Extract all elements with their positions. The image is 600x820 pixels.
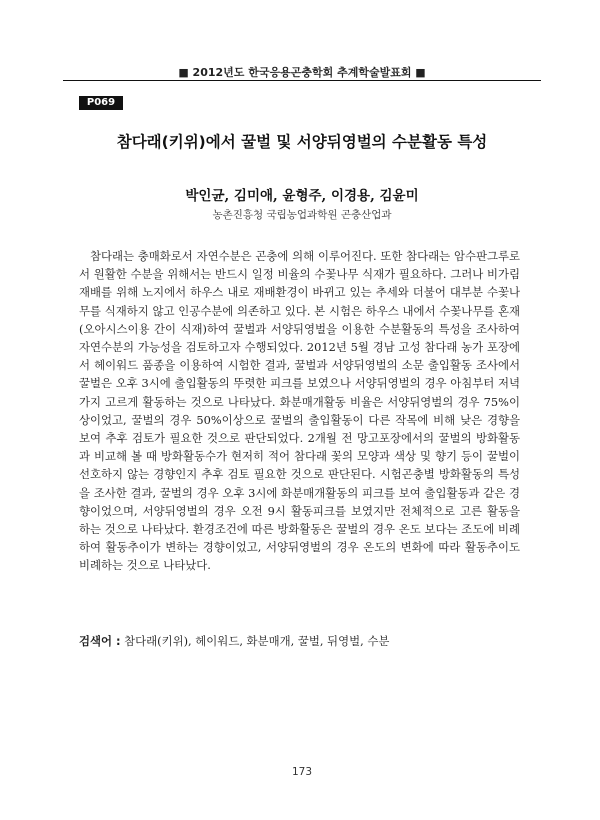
paper-title: 참다래(키위)에서 꿀벌 및 서양뒤영벌의 수분활동 특성 [116,133,488,151]
header-divider [63,80,541,81]
abstract-body: 참다래는 충매화로서 자연수분은 곤충에 의해 이루어진다. 또한 참다래는 암수판그루로서 원활한 수분을 위해서는 반드시 일정 비율의 수꽃나무 식재가 필요하다. 그러나 비가림 재배를 위해 노지에서 하우스 내로 재배환경이 바뀌고 있는 추세와 더불어 대부분 수꽃나무를 식재하지 않고 인공수분에 의존하고 있다. 본 시험은 하우스 내에서 수꽃나무를 혼재(오아시스이용 간이 식재)하여 꿀벌과 서양뒤영벌을 이용한 수분활동의 특성을 조사하여 자연수분의 가능성을 검토하고자 수행되었다. 2012년 5월 경남 고성 참다래 농가 포장에서 헤이워드 품종을 이용하여 시험한 결과, 꿀벌과 서양뒤영벌의 소문 출입활동 조사에서 꿀벌은 오후 3시에 출입활동의 뚜렷한 피크를 보였으나 서양뒤영벌의 경우 아침부터 저녁가지 고르게 활동하는 것으로 나타났다. 화분매개활동 비율은 서양뒤영벌의 경우 75%이상이었고, 꿀벌의 경우 50%이상으로 꿀벌의 출입활동이 다른 작목에 비해 낮은 경향을 보여 추후 검토가 필요한 것으로 판단되었다. 2개월 전 망고포장에서의 꿀벌의 방화활동과 비교해 볼 때 방화활동수가 현저히 적어 참다래 꽃의 모양과 색상 및 향기 등이 꿀벌이 선호하지 않는 경향인지 추후 검토 필요한 것으로 판단된다. 시험곤충별 방화활동의 특성을 조사한 결과, 꿀벌의 경우 오후 3시에 화분매개활동의 피크를 보여 출입활동과 같은 경향이었으며, 서양뒤영벌의 경우 오전 9시 활동피크를 보였지만 전체적으로 고른 활동을 하는 것으로 나타났다. 환경조건에 따른 방화활동은 꿀벌의 경우 온도 보다는 조도에 비례하여 활동추이가 변하는 경향이었고, 서양뒤영벌의 경우 온도의 변화에 따라 활동추이도 비례하는 것으로 나타났다. [79,249,520,573]
keywords-list: 참다래(키위), 헤이워드, 화분매개, 꿀벌, 뒤영벌, 수분 [124,634,390,648]
keywords-label: 검색어 : [79,634,121,648]
keywords-line [79,633,520,649]
author-affiliation: 농촌진흥청 국립농업과학원 곤충산업과 [212,209,392,221]
paper-id-badge: P069 [79,96,123,110]
page-number: 173 [291,766,313,778]
conference-header: ■ 2012년도 한국응용곤충학회 추계학술발표회 ■ [178,66,426,79]
paper-authors: 박인균, 김미애, 윤형주, 이경용, 김윤미 [185,188,419,204]
